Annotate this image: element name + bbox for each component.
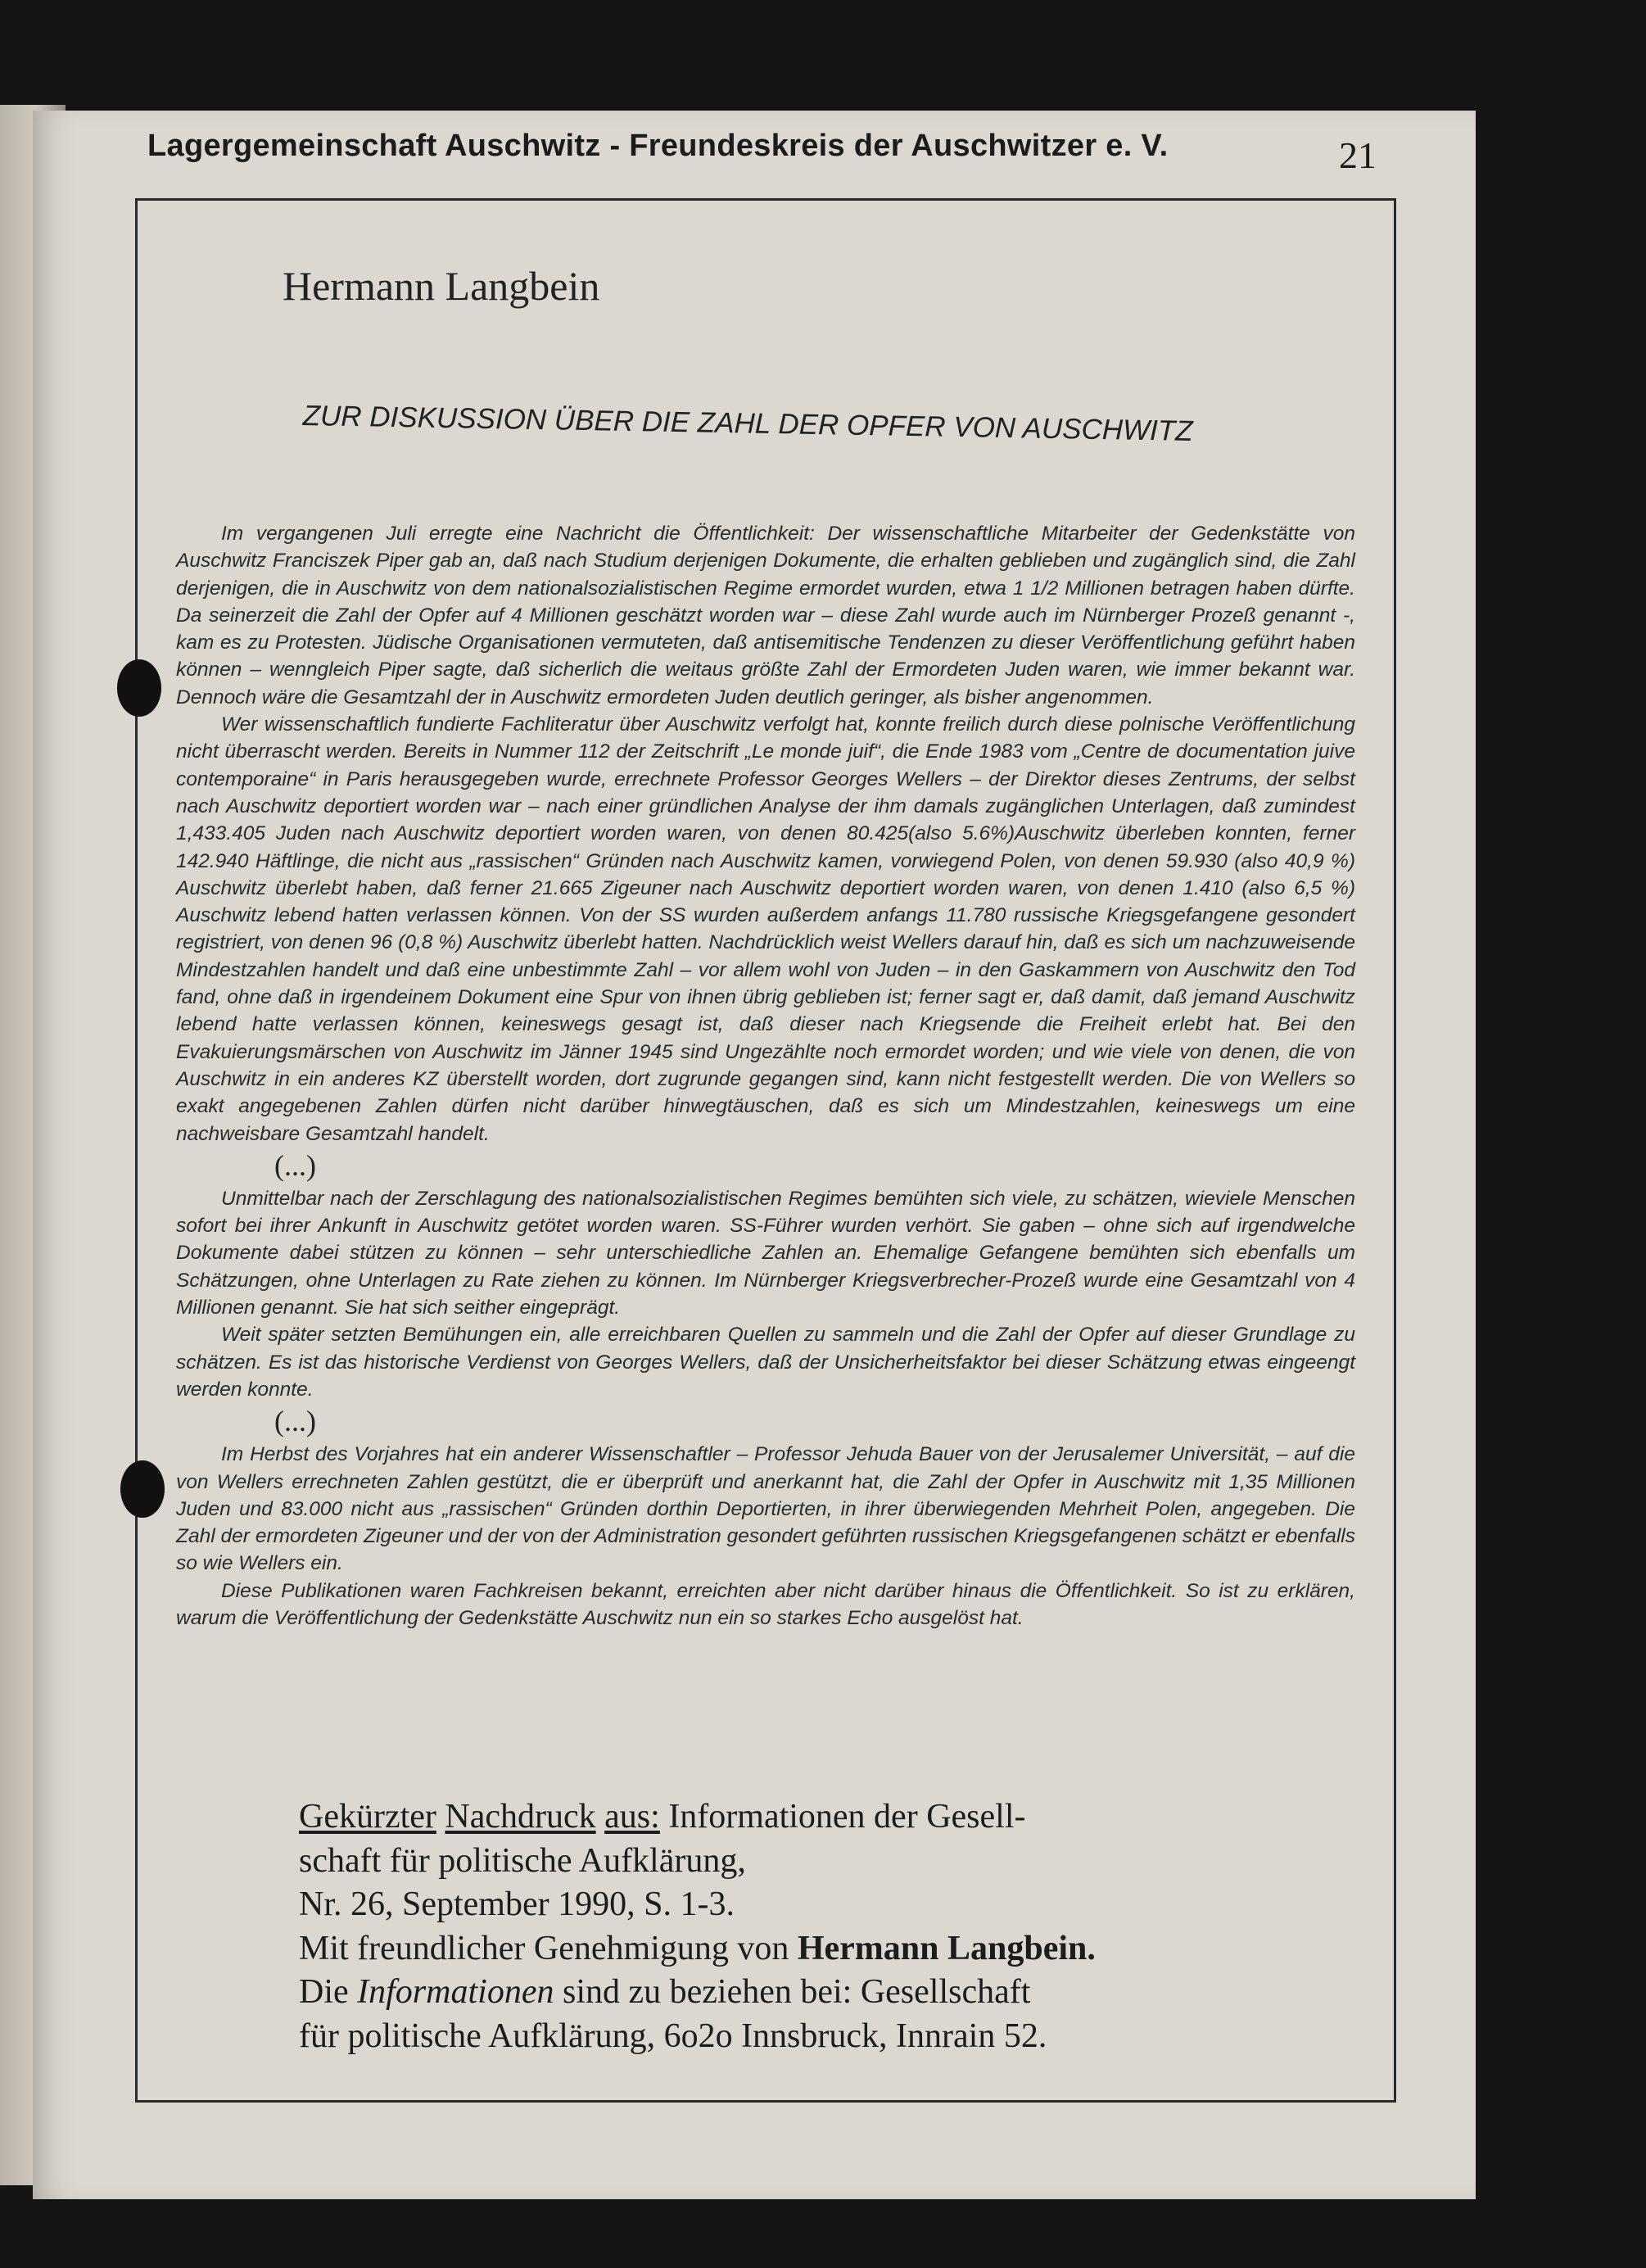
paragraph: Weit später setzten Bemühungen ein, alle erreichbaren Quellen zu sammeln und die Zahl der Opfer auf dieser Grundlage zu schätzen. Es ist das historische Verdienst von Georges Wellers, daß der Unsicherheitsfaktor bei dieser Schätzung etwas eingeengt werden konnte. xyxy=(176,1324,1355,1401)
document-page xyxy=(33,111,1476,2199)
punch-hole xyxy=(117,659,161,717)
source-author-name: Hermann Langbein. xyxy=(797,1929,1096,1967)
reprint-source-note xyxy=(299,1795,1241,2058)
article-title: ZUR DISKUSSION ÜBER DIE ZAHL DER OPFER VON AUSCHWITZ xyxy=(302,400,1193,447)
paragraph: Im vergangenen Juli erregte eine Nachricht die Öffentlichkeit: Der wissenschaftliche Mitarbeiter der Gedenkstätte von Auschwitz Franciszek Piper gab an, daß nach Studium derjenigen Dokumente, die erhalten geblieben und zugänglich sind, die Zahl derjenigen, die in Auschwitz von dem nationalsozialistischen Regime ermordet wurden, etwa 1 1/2 Millionen betragen haben dürfte. Da seinerzeit die Zahl der Opfer auf 4 Millionen geschätzt worden war – diese Zahl wurde auch im Nürnberger Prozeß genannt -, kam es zu Protesten. Jüdische Organisationen vermuteten, daß antisemitische Tendenzen zu dieser Veröffentlichung geführt haben können – wenngleich Piper sagte, daß sicherlich die weitaus größte Zahl der Ermordeten Juden waren, wie immer bekannt war. Dennoch wäre die Gesamtzahl der in Auschwitz ermordeten Juden deutlich geringer, als bisher angenommen. xyxy=(176,523,1355,708)
omission-mark: (...) xyxy=(274,1405,316,1438)
source-word: Gekürzter xyxy=(299,1798,436,1836)
page-number: 21 xyxy=(1339,134,1377,176)
article-author: Hermann Langbein xyxy=(283,263,600,309)
omission-mark: (...) xyxy=(274,1148,316,1182)
source-publication-title: Informationen xyxy=(357,1973,554,2011)
source-line xyxy=(299,1971,1241,2015)
source-line: Nr. 26, September 1990, S. 1-3. xyxy=(299,1885,735,1923)
source-word: aus: xyxy=(604,1798,660,1836)
source-line xyxy=(299,1795,1241,1840)
paragraph: Wer wissenschaftlich fundierte Fachliteratur über Auschwitz verfolgt hat, konnte freilich durch diese polnische Veröffentlichung nicht überrascht werden. Bereits in Nummer 112 der Zeitschrift „Le monde juif“, die Ende 1983 vom „Centre de documentation juive contemporaine“ in Paris herausgegeben wurde, errechnete Professor Georges Wellers – der Direktor dieses Zentrums, der selbst nach Auschwitz deportiert worden war – nach einer gründlichen Analyse der ihm damals zugänglichen Unterlagen, daß zumindest 1,433.405 Juden nach Auschwitz deportiert worden waren, von denen 80.425(also 5.6%)Auschwitz überleben konnten, ferner 142.940 Häftlinge, die nicht aus „rassischen“ Gründen nach Auschwitz kamen, vorwiegend Polen, von denen 59.930 (also 40,9 %) Auschwitz überlebt haben, daß ferner 21.665 Zigeuner nach Auschwitz deportiert worden waren, von denen 1.410 (also 6,5 %) Auschwitz lebend hatten verlassen können. Von der SS wurden außerdem anfangs 11.780 russische Kriegsgefangene gesondert registriert, von denen 96 (0,8 %) Auschwitz überlebt hatten. Nachdrücklich weist Wellers darauf hin, daß es sich um nachzuweisende Mindestzahlen handelt und daß eine unbestimmte Zahl – vor allem wohl von Juden – in den Gaskammern von Auschwitz den Tod fand, ohne daß in irgendeinem Dokument eine Spur von ihnen übrig geblieben ist; ferner sagt er, daß damit, daß jemand Auschwitz lebend hatte verlassen können, keineswegs gesagt ist, daß dieser nach Kriegsende die Freiheit erlebt hat. Bei den Evakuierungsmärschen von Auschwitz im Jänner 1945 sind Ungezählte noch ermordet worden; und wie viele von denen, die von Auschwitz in ein anderes KZ überstellt worden, dort zugrunde gegangen sind, kann nicht festgestellt werden. Die von Wellers so exakt angegebenen Zahlen dürfen nicht darüber hinwegtäuschen, daß es sich um Mindestzahlen, keineswegs um eine nachweisbare Gesamtzahl handelt. xyxy=(176,713,1355,1145)
article-body xyxy=(176,520,1355,1632)
punch-hole xyxy=(120,1460,165,1518)
source-line: für politische Aufklärung, 6o2o Innsbruck, Innrain 52. xyxy=(299,2017,1047,2055)
paragraph: Im Herbst des Vorjahres hat ein anderer Wissenschaftler – Professor Jehuda Bauer von der Jerusalemer Universität, – auf die von Wellers errechneten Zahlen gestützt, die er überprüft und anerkannt hat, die Zahl der Opfer in Auschwitz mit 1,35 Millionen Juden und 83.000 nicht aus „rassischen“ Gründen dorthin Deportierten, in ihrer überwiegenden Mehrheit Polen, angegeben. Die Zahl der ermordeten Zigeuner und der von der Administration gesondert geführten russischen Kriegsgefangenen schätzt er ebenfalls so wie Wellers ein. xyxy=(176,1443,1355,1575)
source-text: Informationen der Gesell- xyxy=(659,1798,1026,1836)
running-head: Lagergemeinschaft Auschwitz - Freundeskreis der Auschwitzer e. V. xyxy=(147,129,1169,163)
paragraph: Diese Publikationen waren Fachkreisen bekannt, erreichten aber nicht darüber hinaus die Öffentlichkeit. So ist zu erklären, warum die Veröffentlichung der Gedenkstätte Auschwitz nun ein so starkes Echo ausgelöst hat. xyxy=(176,1579,1355,1629)
source-line: schaft für politische Aufklärung, xyxy=(299,1841,746,1880)
source-text: sind zu beziehen bei: Gesellschaft xyxy=(554,1973,1031,2011)
paragraph: Unmittelbar nach der Zerschlagung des nationalsozialistischen Regimes bemühten sich viele, zu schätzen, wieviele Menschen sofort bei ihrer Ankunft in Auschwitz getötet worden waren. SS-Führer wurden verhört. Sie gaben – ohne sich auf irgendwelche Dokumente dabei stützen zu können – sehr unterschiedliche Zahlen an. Ehemalige Gefangene bemühten sich ebenfalls um Schätzungen, ohne Unterlagen zu Rate ziehen zu können. Im Nürnberger Kriegsverbrecher-Prozeß wurde eine Gesamtzahl von 4 Millionen genannt. Sie hat sich seither eingeprägt. xyxy=(176,1187,1355,1320)
source-text: Mit freundlicher Genehmigung von xyxy=(299,1929,798,1967)
source-text: Die xyxy=(299,1973,358,2011)
source-word: Nachdruck xyxy=(445,1798,596,1836)
source-line xyxy=(299,1927,1241,1971)
